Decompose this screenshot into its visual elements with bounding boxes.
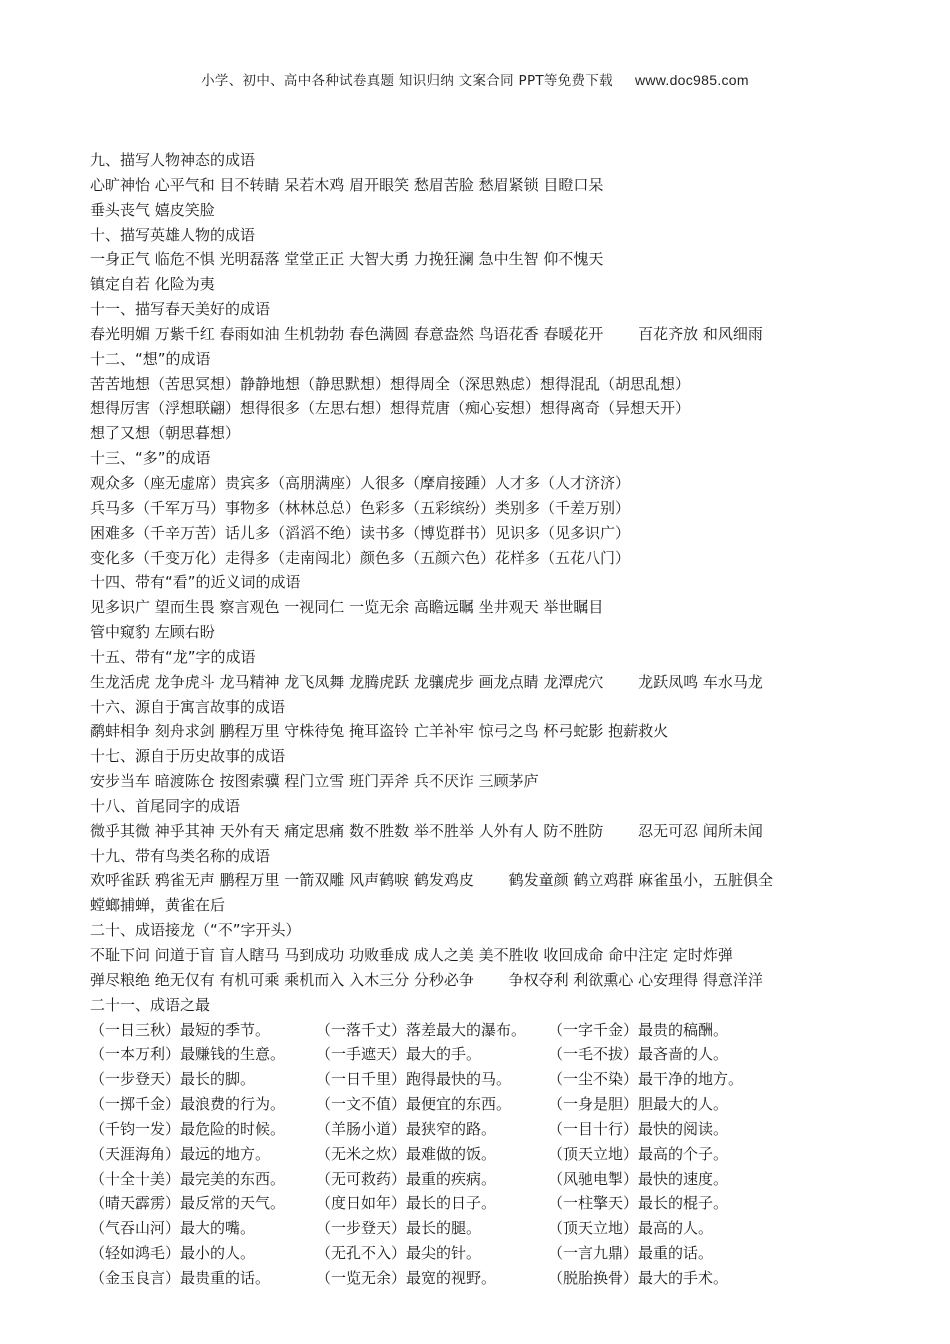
superlative-item: （一落千丈）落差最大的瀑布。 [316, 1020, 527, 1039]
superlative-item: （十全十美）最完美的东西。 [90, 1169, 286, 1188]
superlative-item: （一览无余）最宽的视野。 [316, 1268, 497, 1287]
superlative-row [90, 1167, 890, 1192]
idiom-line: 变化多（千变万化）走得多（走南闯北）颜色多（五颜六色）花样多（五花八门） [90, 548, 631, 567]
superlative-row [90, 1142, 890, 1167]
document-body [90, 148, 890, 1291]
idiom-line: 不耻下问 问道于盲 盲人瞎马 马到成功 功败垂成 成人之美 美不胜收 收回成命 命中注定 定时炸弹 [90, 946, 733, 964]
section-heading: 九、描写人物神态的成语 [90, 151, 256, 169]
superlative-item: （羊肠小道）最狭窄的路。 [316, 1119, 497, 1138]
superlative-item: （一本万利）最赚钱的生意。 [90, 1045, 286, 1064]
superlative-item: （千钧一发）最危险的时候。 [90, 1119, 286, 1138]
superlative-item: （顶天立地）最高的个子。 [548, 1144, 729, 1163]
section-heading: 十九、带有鸟类名称的成语 [90, 846, 271, 865]
idiom-line: 春光明媚 万紫千红 春雨如油 生机勃勃 春色满圆 春意盎然 鸟语花香 春暖花开 百花齐放 和风细雨 [90, 324, 763, 343]
idiom-line: 见多识广 望而生畏 察言观色 一视同仁 一览无余 高瞻远瞩 坐井观天 举世瞩目 [90, 598, 604, 617]
superlative-item: （一目十行）最快的阅读。 [548, 1119, 729, 1138]
superlative-row [90, 1018, 890, 1043]
idiom-line: 弹尽粮绝 绝无仅有 有机可乘 乘机而入 入木三分 分秒必争 争权夺利 利欲熏心 心安理得 得意洋洋 [90, 970, 763, 989]
superlative-row [90, 1092, 890, 1117]
idiom-line: 欢呼雀跃 鸦雀无声 鹏程万里 一箭双雕 风声鹤唳 鹤发鸡皮 鹤发童颜 鹤立鸡群 麻雀虽小，五脏俱全 [90, 871, 774, 890]
idiom-line: 螳螂捕蝉，黄雀在后 [90, 896, 226, 915]
superlative-item: （晴天霹雳）最反常的天气。 [90, 1194, 286, 1213]
superlative-item: （一身是胆）胆最大的人。 [548, 1095, 729, 1114]
idiom-line: 微乎其微 神乎其神 天外有天 痛定思痛 数不胜数 举不胜举 人外有人 防不胜防 忍无可忍 闻所未闻 [90, 821, 763, 840]
idiom-line: 困难多（千辛万苦）话儿多（滔滔不绝）读书多（博览群书）见识多（见多识广） [90, 523, 631, 542]
superlative-row [90, 1216, 890, 1241]
superlative-item: （一手遮天）最大的手。 [316, 1045, 482, 1064]
superlative-item: （一日三秋）最短的季节。 [90, 1020, 271, 1039]
section-heading: 十四、带有“看”的近义词的成语 [90, 573, 301, 592]
section-heading: 十五、带有“龙”字的成语 [90, 647, 256, 666]
superlative-item: （天涯海角）最远的地方。 [90, 1144, 271, 1163]
superlative-item: （轻如鸿毛）最小的人。 [90, 1244, 256, 1263]
superlative-item: （无可救药）最重的疾病。 [316, 1169, 497, 1188]
idiom-line: 垂头丧气 嬉皮笑脸 [90, 200, 215, 219]
superlative-item: （一掷千金）最浪费的行为。 [90, 1095, 286, 1114]
section-heading: 十、描写英雄人物的成语 [90, 225, 256, 244]
idiom-line: 想得厉害（浮想联翩）想得很多（左思右想）想得荒唐（痴心妄想）想得离奇（异想天开） [90, 399, 691, 418]
idiom-line: 镇定自若 化险为夷 [90, 275, 215, 294]
section-heading: 二十一、成语之最 [90, 995, 211, 1014]
superlative-item: （一文不值）最便宜的东西。 [316, 1095, 512, 1114]
header-site-url: www.doc985.com [634, 72, 749, 88]
superlative-item: （一言九鼎）最重的话。 [548, 1244, 714, 1263]
idiom-line: 想了又想（朝思暮想） [90, 424, 241, 443]
superlative-row [90, 1241, 890, 1266]
superlative-item: （金玉良言）最贵重的话。 [90, 1268, 271, 1287]
superlative-item: （度日如年）最长的日子。 [316, 1194, 497, 1213]
page-header [0, 69, 950, 89]
superlative-item: （无米之炊）最难做的饭。 [316, 1144, 497, 1163]
section-heading: 十一、描写春天美好的成语 [90, 300, 271, 319]
section-heading: 十七、源自于历史故事的成语 [90, 747, 286, 766]
idiom-line: 兵马多（千军万马）事物多（林林总总）色彩多（五彩缤纷）类别多（千差万别） [90, 498, 631, 517]
superlative-item: （一步登天）最长的脚。 [90, 1070, 256, 1089]
superlative-item: （一毛不拔）最吝啬的人。 [548, 1045, 729, 1064]
idiom-line: 管中窥豹 左顾右盼 [90, 623, 215, 642]
superlative-row [90, 1042, 890, 1067]
idiom-line: 一身正气 临危不惧 光明磊落 堂堂正正 大智大勇 力挽狂澜 急中生智 仰不愧天 [90, 250, 604, 269]
superlative-row [90, 1266, 890, 1291]
superlative-item: （脱胎换骨）最大的手术。 [548, 1268, 729, 1287]
superlative-item: （一字千金）最贵的稿酬。 [548, 1020, 729, 1039]
superlative-item: （一日千里）跑得最快的马。 [316, 1070, 512, 1089]
idiom-line: 心旷神怡 心平气和 目不转睛 呆若木鸡 眉开眼笑 愁眉苦脸 愁眉紧锁 目瞪口呆 [90, 175, 604, 194]
idiom-line: 观众多（座无虚席）贵宾多（高朋满座）人很多（摩肩接踵）人才多（人才济济） [90, 473, 631, 492]
superlative-item: （一尘不染）最干净的地方。 [548, 1070, 744, 1089]
section-heading: 二十、成语接龙（“不”字开头） [90, 921, 301, 940]
superlative-row [90, 1067, 890, 1092]
section-heading: 十六、源自于寓言故事的成语 [90, 697, 286, 716]
superlative-item: （一步登天）最长的腿。 [316, 1219, 482, 1238]
superlatives-table [90, 1018, 890, 1291]
superlative-item: （一柱擎天）最长的棍子。 [548, 1194, 729, 1213]
idiom-line: 苦苦地想（苦思冥想）静静地想（静思默想）想得周全（深思熟虑）想得混乱（胡思乱想） [90, 374, 691, 393]
superlative-item: （顶天立地）最高的人。 [548, 1219, 714, 1238]
superlative-item: （风驰电掣）最快的速度。 [548, 1169, 729, 1188]
idiom-line: 安步当车 暗渡陈仓 按图索骥 程门立雪 班门弄斧 兵不厌诈 三顾茅庐 [90, 772, 539, 791]
section-heading: 十二、“想”的成语 [90, 349, 211, 368]
section-heading: 十八、首尾同字的成语 [90, 796, 241, 815]
superlative-row [90, 1191, 890, 1216]
superlative-row [90, 1117, 890, 1142]
superlative-item: （无孔不入）最尖的针。 [316, 1244, 482, 1263]
section-heading: 十三、“多”的成语 [90, 449, 211, 468]
idiom-line: 鹬蚌相争 刻舟求剑 鹏程万里 守株待兔 掩耳盗铃 亡羊补牢 惊弓之鸟 杯弓蛇影 抱薪救火 [90, 722, 669, 741]
header-text: 小学、初中、高中各种试卷真题 知识归纳 文案合同 PPT等免费下载 [201, 73, 613, 89]
superlative-item: （气吞山河）最大的嘴。 [90, 1219, 256, 1238]
idiom-line: 生龙活虎 龙争虎斗 龙马精神 龙飞凤舞 龙腾虎跃 龙骧虎步 画龙点睛 龙潭虎穴 龙跃凤鸣 车水马龙 [90, 672, 763, 691]
